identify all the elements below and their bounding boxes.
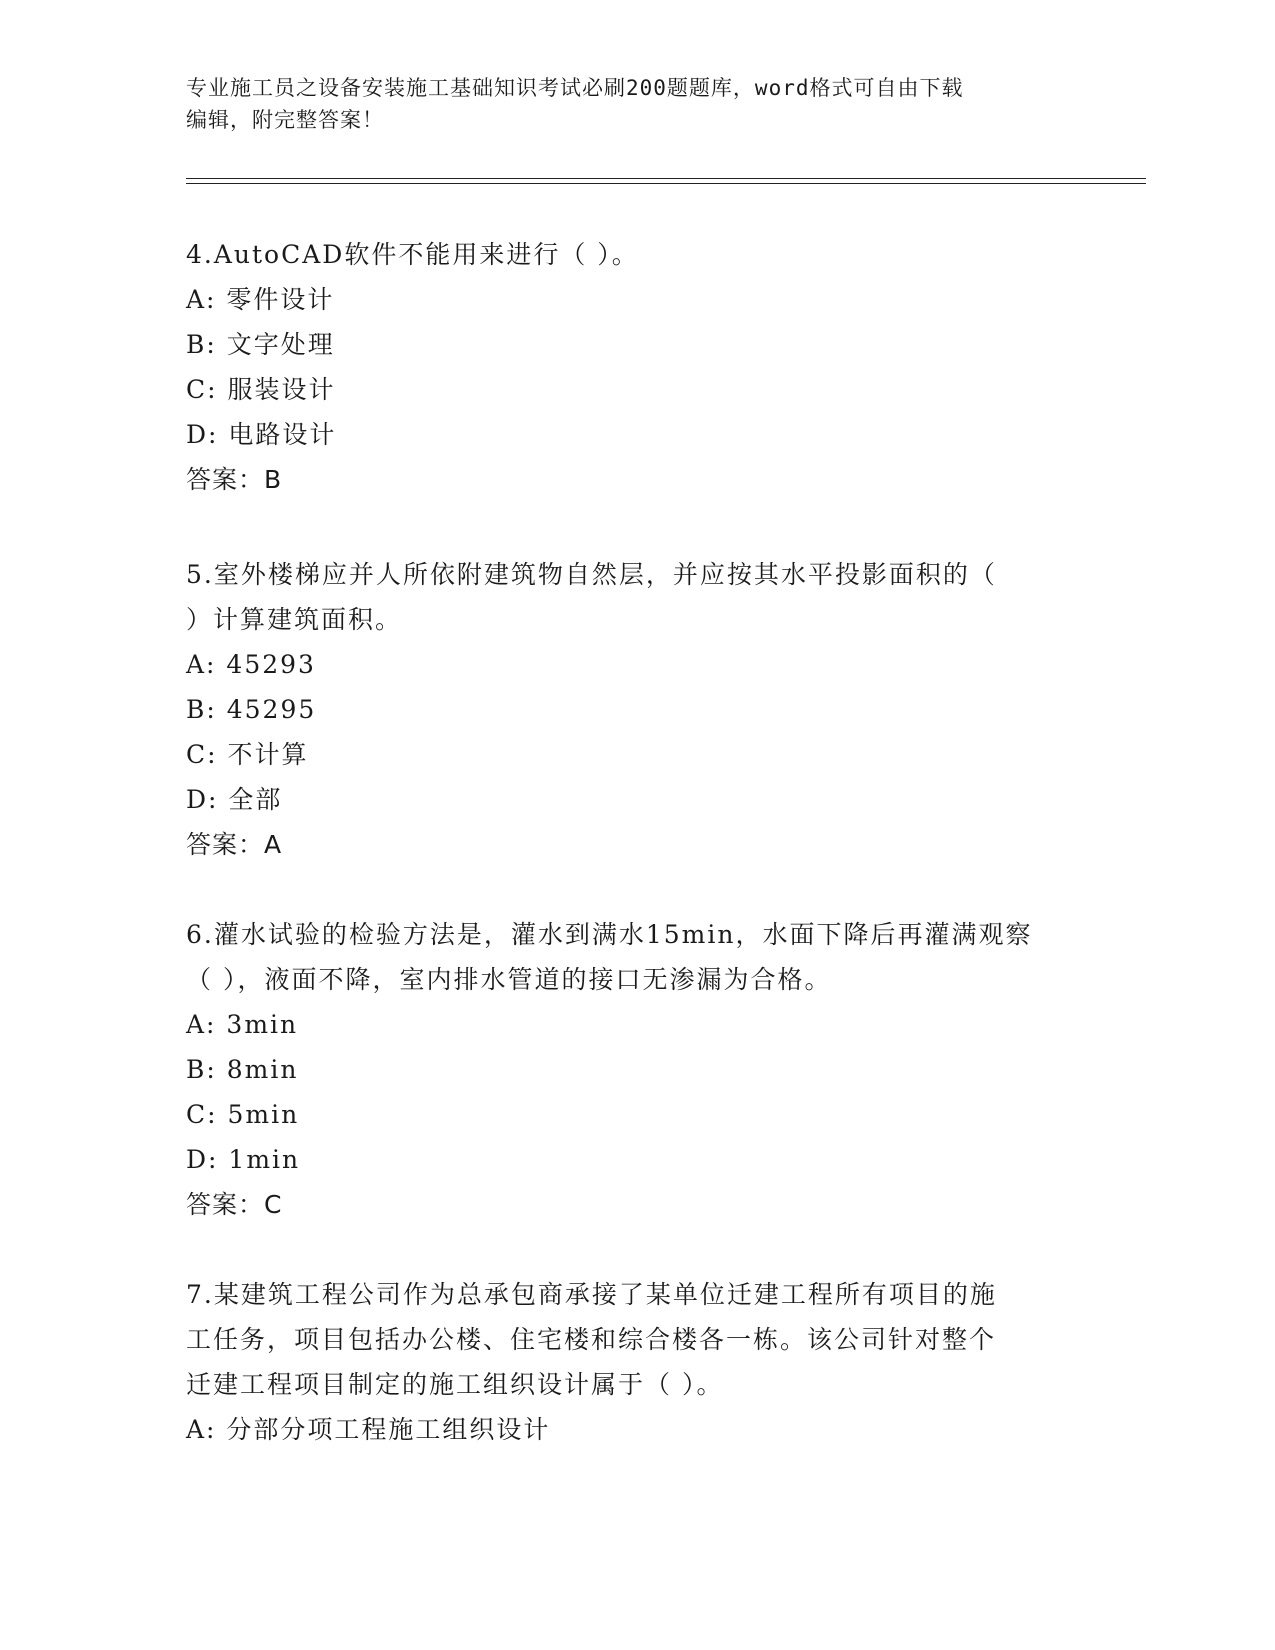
question-7 [186, 1272, 1086, 1452]
question-text-line-2: 工任务，项目包括办公楼、住宅楼和综合楼各一栋。该公司针对整个 [186, 1325, 997, 1354]
question-text-line-1: 6.灌水试验的检验方法是，灌水到满水15min，水面下降后再灌满观察 [186, 920, 1033, 949]
option-d: D: 全部 [186, 785, 283, 814]
option-a: A: 分部分项工程施工组织设计 [186, 1415, 551, 1444]
question-text-line-2: （ ），液面不降，室内排水管道的接口无渗漏为合格。 [186, 965, 832, 994]
header-line-2: 编辑，附完整答案！ [186, 108, 384, 132]
question-text-line-2: ）计算建筑面积。 [186, 605, 403, 634]
question-text-line-3: 迁建工程项目制定的施工组织设计属于（ ）。 [186, 1370, 724, 1399]
header-divider-top [186, 178, 1146, 179]
answer: 答案：B [186, 465, 283, 494]
option-a: A: 45293 [186, 650, 316, 679]
option-b: B: 45295 [186, 695, 317, 724]
question-5 [186, 552, 1086, 867]
option-d: D: 电路设计 [186, 420, 337, 449]
option-c: C: 服装设计 [186, 375, 336, 404]
option-b: B: 8min [186, 1055, 299, 1084]
answer: 答案：A [186, 830, 283, 859]
question-text: 4.AutoCAD软件不能用来进行（ ）。 [186, 240, 639, 269]
option-a: A: 零件设计 [186, 285, 335, 314]
option-c: C: 不计算 [186, 740, 309, 769]
option-c: C: 5min [186, 1100, 300, 1129]
header-line-1: 专业施工员之设备安装施工基础知识考试必刷200题题库，word格式可自由下载 [186, 76, 964, 100]
question-4 [186, 232, 1086, 502]
question-text-line-1: 5.室外楼梯应并人所依附建筑物自然层，并应按其水平投影面积的（ [186, 560, 997, 589]
document-header [186, 72, 1086, 136]
header-divider-bottom [186, 183, 1146, 184]
question-6 [186, 912, 1086, 1227]
option-d: D: 1min [186, 1145, 301, 1174]
question-text-line-1: 7.某建筑工程公司作为总承包商承接了某单位迁建工程所有项目的施 [186, 1280, 997, 1309]
option-a: A: 3min [186, 1010, 299, 1039]
option-b: B: 文字处理 [186, 330, 335, 359]
answer: 答案：C [186, 1190, 283, 1219]
